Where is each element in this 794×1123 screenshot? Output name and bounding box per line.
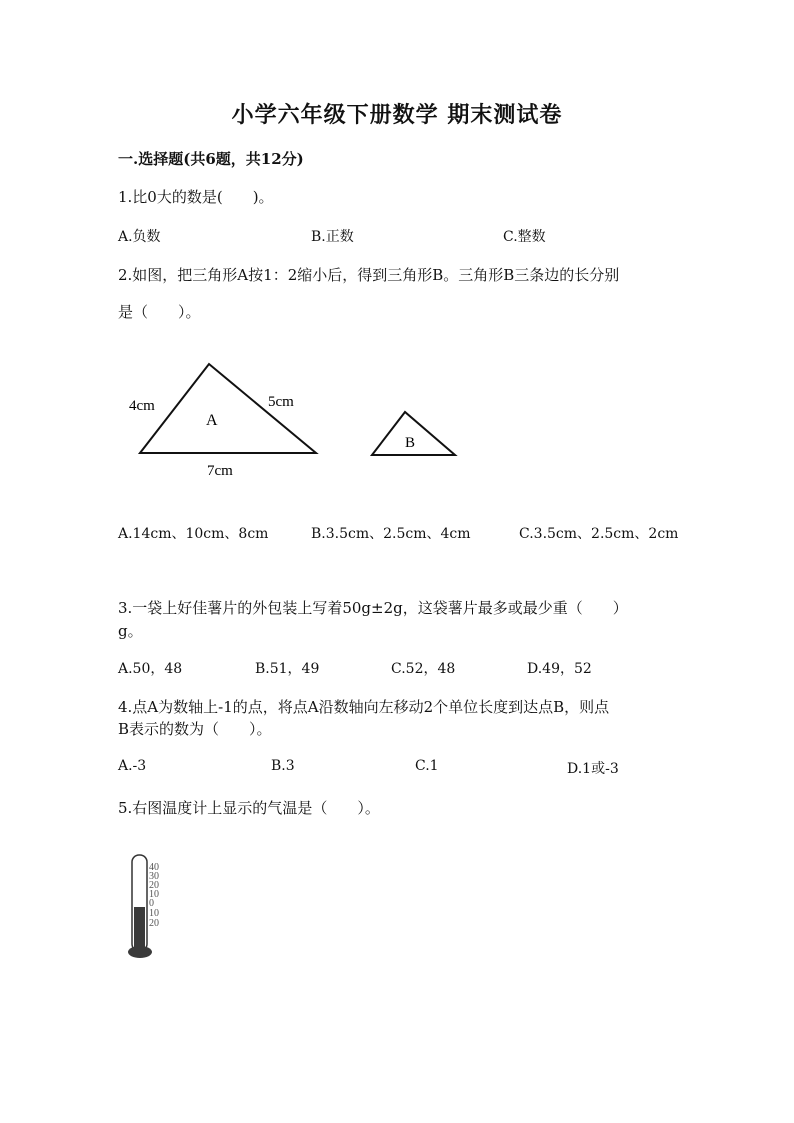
q4-option-c: C.1 — [415, 758, 439, 774]
scale-label-neg-20: 20 — [149, 918, 159, 929]
scale-label-neg-10: 10 — [149, 908, 159, 919]
triangle-a-name: A — [206, 412, 218, 429]
scale-label-40: 40 — [149, 862, 159, 873]
scale-label-10: 10 — [149, 889, 159, 900]
q3-option-a: A.50，48 — [118, 661, 183, 677]
q2-option-c: C.3.5cm、2.5cm、2cm — [519, 526, 679, 542]
q2-option-a: A.14cm、10cm、8cm — [118, 526, 269, 542]
triangle-b-name: B — [405, 435, 416, 451]
question-3-line-1: 3.一袋上好佳薯片的外包装上写着50g±2g，这袋薯片最多或最少重（ ） — [118, 599, 628, 617]
triangles-figure — [110, 352, 480, 482]
q3-option-d: D.49，52 — [527, 661, 592, 677]
triangle-a-bottom-label: 7cm — [207, 463, 233, 479]
question-1: 1.比0大的数是( )。 — [118, 188, 274, 206]
thermometer-figure — [124, 852, 174, 962]
q4-option-d: D.1或-3 — [567, 761, 619, 777]
question-3-line-2: g。 — [118, 622, 143, 640]
question-2-line-1: 2.如图，把三角形A按1：2缩小后，得到三角形B。三角形B三条边的长分别 — [118, 266, 620, 284]
thermometer-bulb — [128, 946, 152, 958]
question-5: 5.右图温度计上显示的气温是（ ）。 — [118, 799, 380, 817]
scale-label-30: 30 — [149, 871, 159, 882]
q1-option-b: B.正数 — [311, 229, 354, 245]
q1-option-a: A.负数 — [118, 229, 161, 245]
q2-option-b: B.3.5cm、2.5cm、4cm — [311, 526, 471, 542]
q1-option-c: C.整数 — [503, 229, 546, 245]
triangle-a-right-label: 5cm — [268, 394, 294, 410]
scale-label-0: 0 — [149, 898, 154, 909]
triangle-a-left-label: 4cm — [129, 398, 155, 414]
thermometer-mercury — [134, 907, 145, 948]
q4-option-a: A.-3 — [118, 758, 147, 774]
q4-option-b: B.3 — [271, 758, 295, 774]
q3-option-c: C.52，48 — [391, 661, 456, 677]
question-4-line-2: B表示的数为（ ）。 — [118, 720, 272, 738]
section-heading: 一.选择题(共6题，共12分) — [118, 150, 304, 168]
scale-label-20: 20 — [149, 880, 159, 891]
question-4-line-1: 4.点A为数轴上-1的点，将点A沿数轴向左移动2个单位长度到达点B，则点 — [118, 698, 610, 716]
page-title: 小学六年级下册数学 期末测试卷 — [231, 102, 563, 128]
q3-option-b: B.51，49 — [255, 661, 320, 677]
question-2-line-2: 是（ ）。 — [118, 303, 201, 321]
